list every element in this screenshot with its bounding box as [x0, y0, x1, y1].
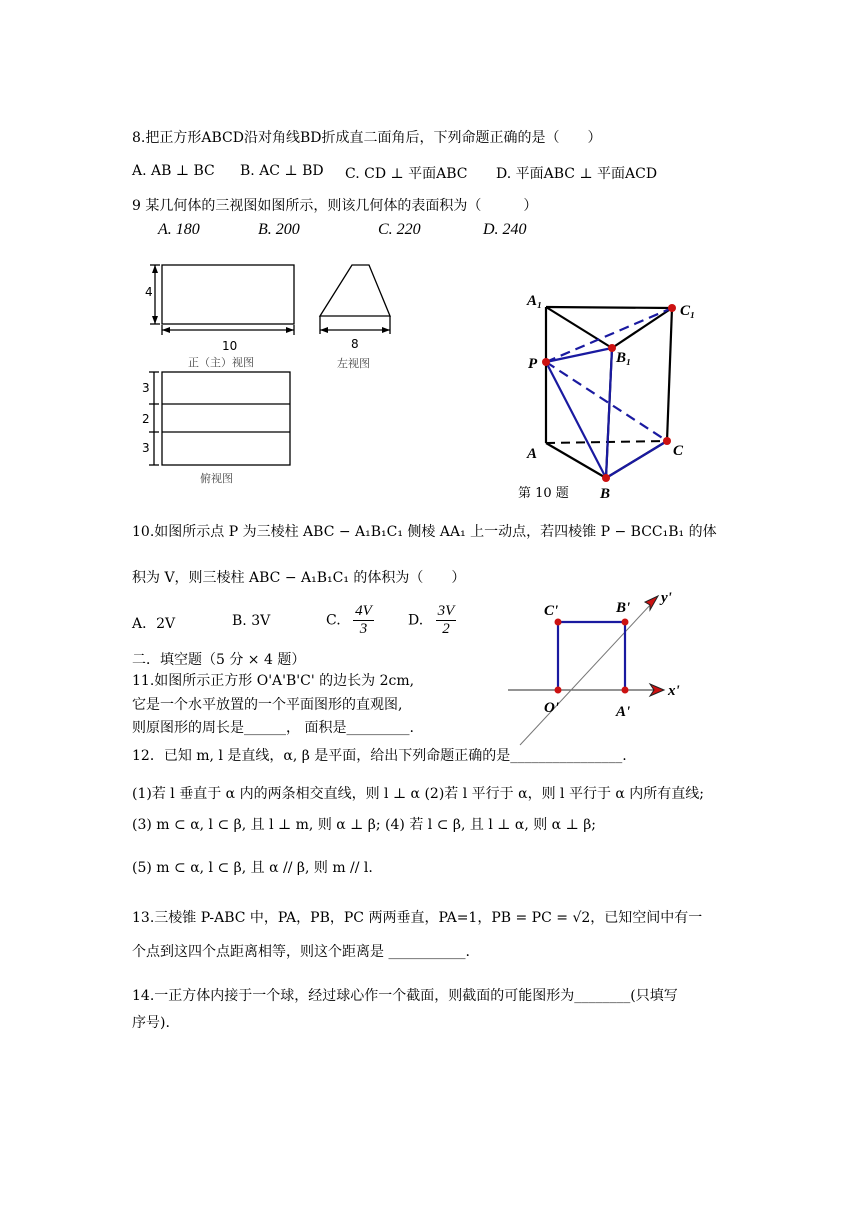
- q12-stem: 12．已知 m, l 是直线，α, β 是平面，给出下列命题正确的是________________.: [132, 748, 627, 764]
- label-C-prime: C': [544, 603, 559, 619]
- q10-option-c-numerator: 4V: [355, 603, 372, 619]
- q9-option-b: B. 200: [258, 221, 300, 238]
- side-width-label: 8: [351, 337, 359, 351]
- q8-stem: 8.把正方形ABCD沿对角线BD折成直二面角后，下列命题正确的是（ ）: [132, 130, 602, 146]
- q13-line1: 13.三棱锥 P-ABC 中，PA，PB，PC 两两垂直，PA=1，PB = PC = √2，已知空间中有一: [132, 910, 703, 926]
- q12-item-3-4: (3) m ⊂ α, l ⊂ β, 且 l ⊥ m, 则 α ⊥ β; (4) 若 l ⊂ β, 且 l ⊥ α, 则 α ⊥ β;: [132, 817, 597, 833]
- q8-option-d: D. 平面ABC ⊥ 平面ACD: [496, 166, 658, 182]
- q9-stem: 9 某几何体的三视图如图所示，则该几何体的表面积为（ ）: [132, 198, 538, 214]
- q13-line2: 个点到这四个点距离相等，则这个距离是 ___________.: [132, 944, 470, 960]
- q11-line2: 它是一个水平放置的一个平面图形的直观图,: [132, 697, 403, 713]
- label-O-prime: O': [544, 700, 559, 716]
- label-P: P: [528, 356, 538, 372]
- top-dim-2: 2: [142, 412, 150, 426]
- q9-option-a: A. 180: [158, 221, 200, 238]
- q9-option-c: C. 220: [378, 221, 421, 238]
- figure-10-caption: 第 10 题: [518, 486, 569, 501]
- top-view-caption: 俯视图: [200, 472, 233, 485]
- q10-option-a: A．2V: [132, 616, 176, 632]
- q8-option-a: A. AB ⊥ BC: [132, 163, 215, 179]
- top-dim-3: 3: [142, 441, 150, 455]
- label-A1: A₁: [527, 293, 543, 309]
- q14-line2: 序号).: [132, 1015, 170, 1031]
- q10-option-d-prefix: D.: [408, 612, 424, 629]
- side-view-caption: 左视图: [337, 357, 370, 370]
- label-A: A: [527, 446, 538, 462]
- label-A-prime: A': [616, 704, 631, 720]
- label-C: C: [673, 443, 684, 459]
- front-view-caption: 正（主）视图: [188, 356, 254, 369]
- label-y-prime: y': [661, 590, 672, 606]
- q10-stem-line1: 10.如图所示点 P 为三棱柱 ABC − A₁B₁C₁ 侧棱 AA₁ 上一动点，若四棱锥 P − BCC₁B₁ 的体: [132, 524, 717, 540]
- top-dim-1: 3: [142, 381, 150, 395]
- label-B: B: [600, 486, 611, 502]
- q10-option-c-denominator: 3: [359, 621, 368, 637]
- label-x-prime: x': [668, 683, 680, 699]
- q10-option-c-prefix: C.: [326, 612, 341, 629]
- label-B-prime: B': [616, 600, 631, 616]
- q10-option-d-numerator: 3V: [437, 603, 455, 619]
- q8-option-b: B. AC ⊥ BD: [240, 163, 324, 179]
- label-C1: C₁: [680, 303, 696, 319]
- q9-option-d: D. 240: [483, 221, 527, 238]
- q11-line1: 11.如图所示正方形 O'A'B'C' 的边长为 2cm,: [132, 673, 415, 689]
- section-2-title: 二．填空题（5 分 × 4 题）: [132, 652, 306, 668]
- front-width-label: 10: [222, 339, 238, 353]
- q10-option-b: B. 3V: [232, 613, 271, 629]
- q10-option-d-denominator: 2: [442, 621, 450, 637]
- q8-option-c: C. CD ⊥ 平面ABC: [345, 166, 468, 182]
- q12-item-5: (5) m ⊂ α, l ⊂ β, 且 α // β, 则 m // l.: [132, 860, 373, 876]
- q10-stem-line2: 积为 V，则三棱柱 ABC − A₁B₁C₁ 的体积为（ ）: [132, 570, 466, 586]
- q12-item-1-2: (1)若 l 垂直于 α 内的两条相交直线，则 l ⊥ α (2)若 l 平行于 α，则 l 平行于 α 内所有直线;: [132, 786, 705, 802]
- q14-line1: 14.一正方体内接于一个球，经过球心作一个截面，则截面的可能图形为________(只填写: [132, 988, 678, 1004]
- front-height-label: 4: [145, 285, 153, 299]
- q11-line3: 则原图形的周长是______， 面积是_________.: [132, 720, 414, 736]
- label-B1: B₁: [616, 350, 632, 366]
